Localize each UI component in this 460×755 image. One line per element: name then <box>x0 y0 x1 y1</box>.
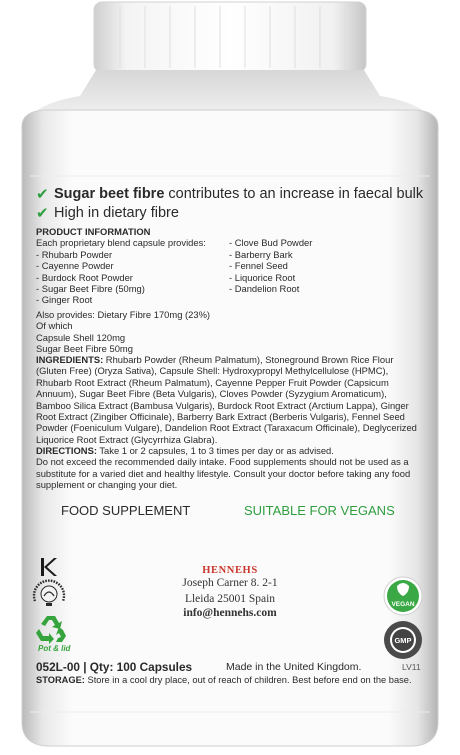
claim-bold-text: Sugar beet fibre <box>54 186 165 202</box>
ingredients-label: INGREDIENTS: <box>36 354 104 365</box>
blend-item: - Ginger Root <box>36 294 93 306</box>
also-provides-line: Capsule Shell 120mg <box>36 331 126 343</box>
also-provides <box>36 309 210 355</box>
directions-label: DIRECTIONS: <box>36 445 97 456</box>
claim-dietary-fibre <box>36 204 423 223</box>
ingredients-line: Root Extract (Zingiber Officinale), Barberry Bark Extract (Berberis Vulgaris), Fennel Seed <box>36 411 405 423</box>
blend-item: - Burdock Root Powder <box>36 271 133 283</box>
directions-line: substitute for a varied diet and healthy lifestyle. Consult your doctor before taking any food <box>36 467 411 479</box>
directions-line: Take 1 or 2 capsules, 1 to 3 times per day or as advised. <box>96 445 334 456</box>
ingredients <box>36 354 436 445</box>
ingredients-line: Rhubarb Root Extract (Rheum Palmatum), Cayenne Pepper Fruit Powder (Capsicum <box>36 376 389 388</box>
ingredients-line: Bamboo Silica Extract (Bambusa Vulgaris), Burdock Root Extract (Arctium Lappa), Ginger <box>36 399 409 411</box>
lv-code: LV11 <box>402 662 421 672</box>
checkmark-icon: ✔ <box>36 205 49 222</box>
ingredients-line: Annuum), Sugar Beet Fibre (Beta Vulgaris), Cloves Powder (Syzygium Aromaticum), <box>36 388 387 400</box>
blend-list-left <box>36 249 145 306</box>
also-provides-line: Of which <box>36 320 73 332</box>
blend-item: - Sugar Beet Fibre (50mg) <box>36 283 145 295</box>
product-info-intro: Each proprietary blend capsule provides: <box>36 237 206 249</box>
brand-address-line1: Joseph Carner 8. 2-1 <box>182 577 278 589</box>
blend-item: - Clove Bud Powder <box>229 237 313 249</box>
gmp-badge-text: GMP <box>394 636 412 645</box>
blend-item: - Cayenne Powder <box>36 260 114 272</box>
ingredients-line: (Gluten Free) (Oryza Sativa), Capsule Shell: Hydroxypropyl Methylcellulose (HPMC), <box>36 365 389 377</box>
blend-item: - Fennel Seed <box>229 260 288 272</box>
directions-line: supplement or changing your diet. <box>36 479 178 491</box>
ingredients-line: Liquorice Root Extract (Glycyrrhiza Glabra). <box>36 433 218 445</box>
claim-text: High in dietary fibre <box>54 205 179 221</box>
made-in-text: Made in the United Kingdom. <box>226 661 362 673</box>
blend-item: - Rhubarb Powder <box>36 248 113 260</box>
also-provides-line: Sugar Beet Fibre 50mg <box>36 343 133 355</box>
claim-faecal-bulk <box>36 185 423 204</box>
claim-text: contributes to an increase in faecal bulk <box>164 186 424 202</box>
brand-email: info@hennehs.com <box>183 607 277 619</box>
food-supplement-text: FOOD SUPPLEMENT <box>61 503 191 518</box>
k-logo-icon <box>38 557 60 577</box>
product-information <box>36 226 206 249</box>
gmp-badge-icon <box>383 620 423 660</box>
recycle-pot-lid-text: Pot & lid <box>38 644 71 653</box>
halal-seal-icon <box>30 577 68 609</box>
brand-name: HENNEHS <box>202 565 258 576</box>
blend-item: - Dandelion Root <box>229 283 300 295</box>
suitable-for-vegans-text: SUITABLE FOR VEGANS <box>244 503 395 518</box>
health-claims <box>36 185 423 223</box>
product-info-heading: PRODUCT INFORMATION <box>36 226 151 237</box>
ingredients-line: Powder (Foeniculum Vulgare), Dandelion Root Extract (Taraxacum Officinale), Deglycerized <box>36 422 417 434</box>
storage-info <box>36 675 412 685</box>
vegan-badge-icon <box>383 576 423 616</box>
blend-item: - Barberry Bark <box>229 248 293 260</box>
storage-text: Store in a cool dry place, out of reach of children. Best before end on the base. <box>84 675 412 685</box>
storage-label: STORAGE: <box>36 675 85 685</box>
brand-address-line2: Lleida 25001 Spain <box>184 592 276 605</box>
ingredients-line: Rhubarb Powder (Rheum Palmatum), Stoneground Brown Rice Flour <box>103 354 394 365</box>
checkmark-icon: ✔ <box>36 186 49 203</box>
product-code-qty: 052L-00 | Qty: 100 Capsules <box>36 660 193 674</box>
brand-block <box>140 565 320 619</box>
blend-list-right <box>229 237 312 294</box>
blend-item: - Liquorice Root <box>229 271 296 283</box>
vegan-badge-text: VEGAN <box>391 601 415 608</box>
directions <box>36 445 436 491</box>
recycle-icon <box>34 613 68 645</box>
also-provides-line: Also provides: Dietary Fibre 170mg (23%) <box>36 309 211 320</box>
directions-line: Do not exceed the recommended daily intake. Food supplements should not be used as a <box>36 456 409 468</box>
